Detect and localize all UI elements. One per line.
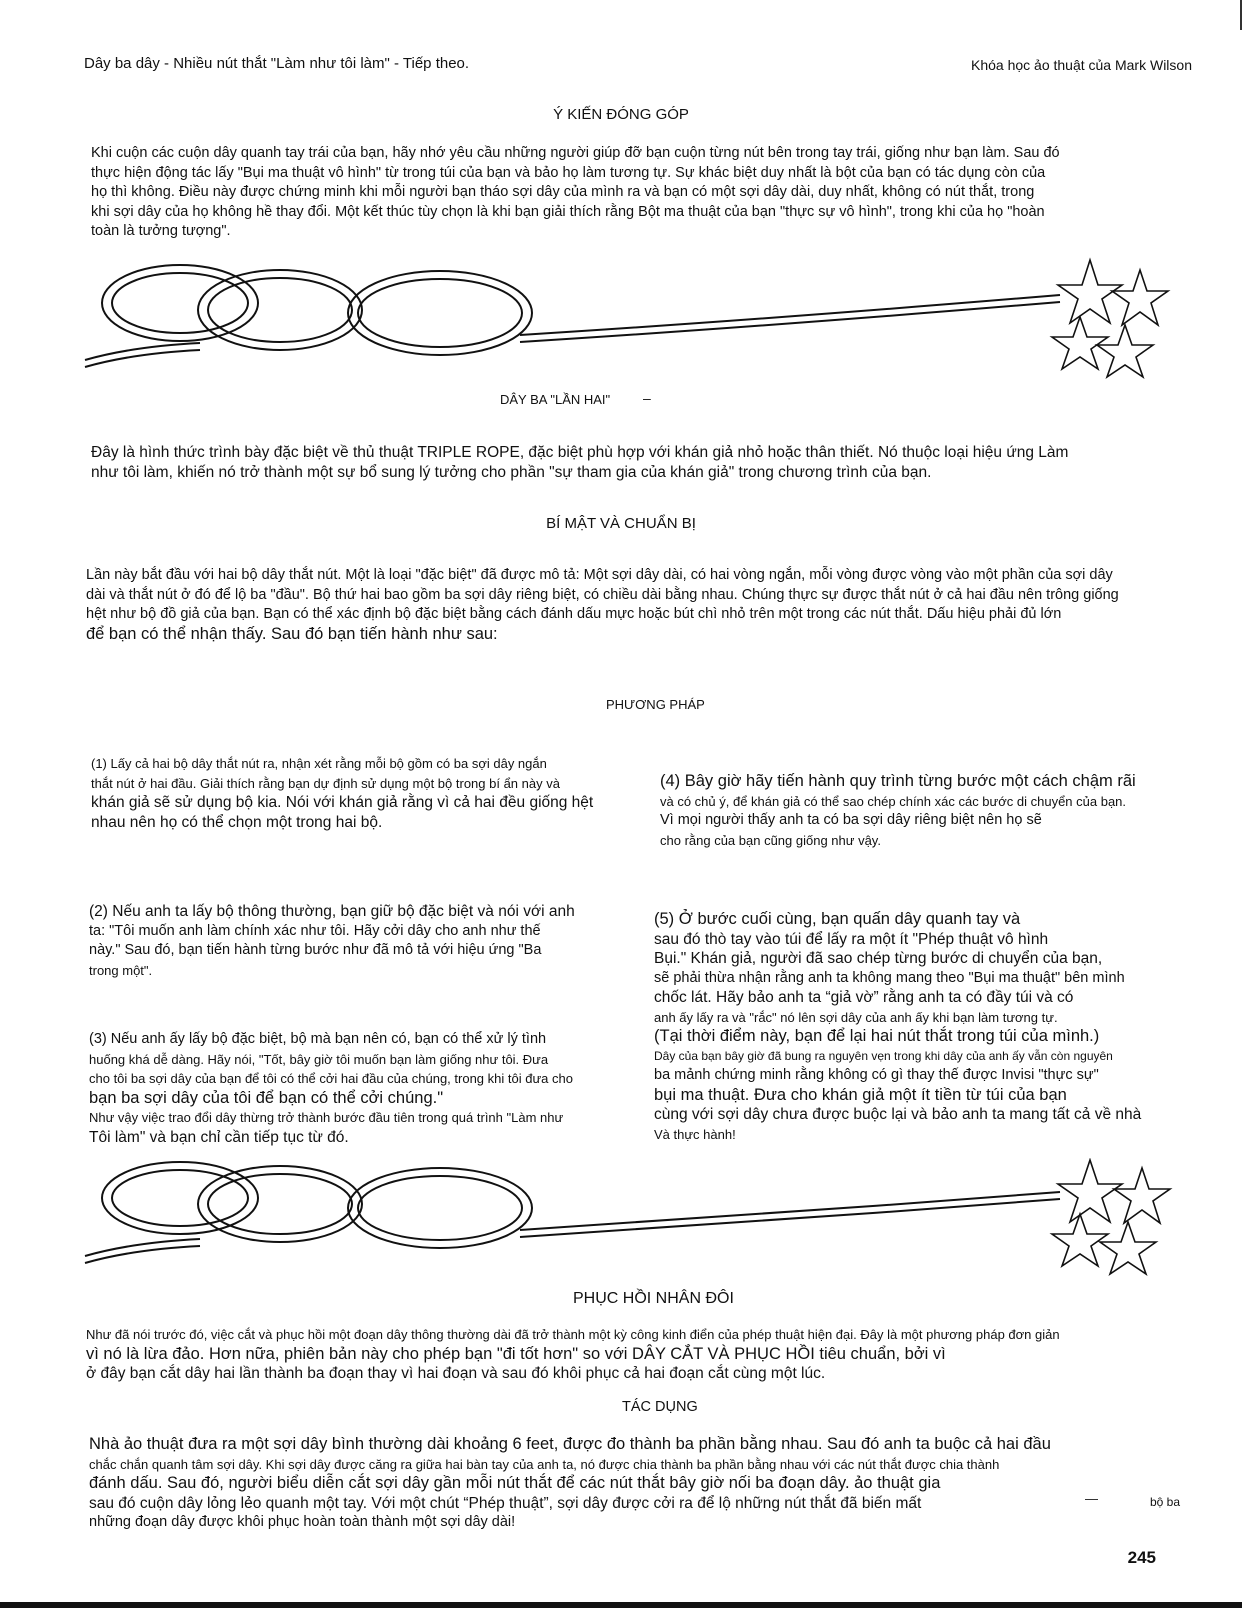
step-4-line: Vì mọi người thấy anh ta có ba sợi dây riêng biệt nên họ sẽ (660, 812, 1042, 828)
effect-line: Nhà ảo thuật đưa ra một sợi dây bình thường dài khoảng 6 feet, được đo thành ba phần bằng nhau. Sau đó anh ta buộc cả hai đầu (89, 1435, 1051, 1453)
step-3-line: (3) Nếu anh ấy lấy bộ đặc biệt, bộ mà bạn nên có, bạn có thể xử lý tình (89, 1031, 547, 1047)
second-line: Đây là hình thức trình bày đặc biệt về thủ thuật TRIPLE ROPE, đặc biệt phù hợp với khán giả nhỏ hoặc thân thiết. Nó thuộc loại hiệu ứng Làm (91, 444, 1069, 461)
step-5-line: (Tại thời điểm này, bạn để lại hai nút thắt trong túi của mình.) (654, 1027, 1100, 1045)
secret-line: để bạn có thể nhận thấy. Sau đó bạn tiến hành như sau: (86, 624, 498, 643)
step-1-line: (1) Lấy cả hai bộ dây thắt nút ra, nhận xét rằng mỗi bộ gồm có ba sợi dây ngắn (91, 756, 547, 771)
second-line: như tôi làm, khiến nó trở thành một sự bổ sung lý tưởng cho phần "sự tham gia của khán giả" trong chương trình của bạn. (91, 463, 932, 481)
comments-line: toàn là tưởng tượng". (91, 223, 231, 239)
secret-line: dài và thắt nút ở đó để lộ ba "đầu". Bộ thứ hai bao gồm ba sợi dây riêng biệt, có chiều dài bằng nhau. Chúng thực sự được thắt nút ở cả hai đầu nên trông giống (86, 586, 1119, 603)
step-1-line: nhau nên họ có thể chọn một trong hai bộ. (91, 813, 383, 831)
rope-illustration-top (80, 255, 1200, 395)
corner-mark (1224, 0, 1242, 30)
comments-line: Khi cuộn các cuộn dây quanh tay trái của bạn, hãy nhớ yêu cầu những người giúp đỡ bạn cuộn từng nút bên trong tay trái, giống như bạn làm. Sau đó (91, 145, 1060, 161)
secret-line: hệt như bộ đồ giả của bạn. Bạn có thể xác định bộ đặc biệt bằng cách đánh dấu mực hoặc bút chì nhỏ trên một trong các nút thắt. Dấu hiệu phải đủ lớn (86, 606, 1062, 622)
rope-illustration-bottom (80, 1158, 1200, 1288)
effect-heading: TÁC DỤNG (622, 1399, 698, 1415)
restore-paragraph (86, 1325, 1060, 1384)
step-5-line: ba mảnh chứng minh rằng không có gì thay thế được Invisi "thực sự" (654, 1067, 1099, 1083)
second-heading: DÂY BA "LẦN HAI" (500, 392, 611, 407)
secret-heading: BÍ MẬT VÀ CHUẨN BỊ (546, 515, 696, 532)
step-2-line: này." Sau đó, bạn tiến hành từng bước như đã mô tả với hiệu ứng "Ba (89, 942, 542, 958)
effect-line: những đoạn dây được khôi phục hoàn toàn thành một sợi dây dài! (89, 1514, 516, 1530)
restore-line: Như đã nói trước đó, việc cắt và phục hồi một đoạn dây thông thường dài đã trở thành một kỳ công kinh điển của phép thuật hiện đại. Đây là một phương pháp đơn giản (86, 1327, 1060, 1342)
secret-line: Lần này bắt đầu với hai bộ dây thắt nút. Một là loại "đặc biệt" đã được mô tả: Một sợi dây dài, có hai vòng ngắn, mỗi vòng được vòng vào một phần của sợi dây (86, 567, 1113, 583)
effect-line: sau đó cuộn dây lỏng lẻo quanh một tay. Với một chút “Phép thuật”, sợi dây được cởi ra để lộ những nút thắt đã biến mất (89, 1494, 922, 1512)
restore-line: ở đây bạn cắt dây hai lần thành ba đoạn thay vì hai đoạn và sau đó khôi phục cả hai đoạn cắt cùng một lúc. (86, 1365, 826, 1382)
step-3-line: cho tôi ba sợi dây của bạn để tôi có thể cởi hai đầu của chúng, trong khi tôi đưa cho (89, 1071, 573, 1086)
comments-heading: Ý KIẾN ĐÓNG GÓP (553, 106, 689, 123)
comments-line: thực hiện động tác lấy "Bụi ma thuật vô hình" từ trong túi của bạn và bảo họ làm tương tự. Sự khác biệt duy nhất là bột của bạn có tác dụng còn của (91, 164, 1046, 181)
step-3-line: bạn ba sợi dây của tôi để bạn có thể cởi chúng." (89, 1088, 444, 1107)
effect-line: đánh dấu. Sau đó, người biểu diễn cắt sợi dây gần mỗi nút thắt để các nút thắt bây giờ nối ba đoạn dây. ảo thuật gia (89, 1474, 941, 1492)
step-2-line: ta: "Tôi muốn anh làm chính xác như tôi. Hãy cởi dây cho anh như thế (89, 922, 541, 939)
comments-line: họ thì không. Điều này được chứng minh khi mỗi người bạn tháo sợi dây của mình ra và bạn có một sợi dây dài, duy nhất, không có nút thắt, trong (91, 184, 1035, 200)
step-1-line: thắt nút ở hai đầu. Giải thích rằng bạn dự định sử dụng một bộ trong bí ẩn này và (91, 775, 560, 791)
second-heading-dash: – (643, 390, 651, 406)
step-5-line: cùng với sợi dây chưa được buộc lại và bảo anh ta mang tất cả về nhà (654, 1106, 1142, 1123)
step-1-line: khán giả sẽ sử dụng bộ kia. Nói với khán giả rằng vì cả hai đều giống hệt (91, 794, 594, 811)
step-5-line: sau đó thò tay vào túi để lấy ra một ít "Phép thuật vô hình (654, 930, 1049, 948)
page-number: 245 (1127, 1548, 1156, 1567)
effect-side-dash: — (1085, 1491, 1098, 1506)
step-2-line: trong một". (89, 962, 153, 978)
step-5-line: anh ấy lấy ra và "rắc" nó lên sợi dây của anh ấy khi bạn làm tương tự. (654, 1009, 1058, 1025)
step-4-line: (4) Bây giờ hãy tiến hành quy trình từng bước một cách chậm rãi (660, 772, 1136, 790)
step-1 (91, 754, 621, 832)
step-5-line: Dây của bạn bây giờ đã bung ra nguyên vẹn trong khi dây của anh ấy vẫn còn nguyên (654, 1048, 1113, 1063)
step-5-line: Bụi." Khán giả, người đã sao chép từng bước di chuyển của bạn, (654, 950, 1103, 967)
step-2 (89, 902, 619, 980)
running-header-left: Dây ba dây - Nhiều nút thắt "Làm như tôi làm" - Tiếp theo. (84, 55, 470, 72)
second-paragraph (91, 443, 1068, 482)
step-4 (660, 772, 1190, 850)
secret-paragraph (86, 566, 1119, 644)
step-3-line: Tôi làm" và bạn chỉ cần tiếp tục từ đó. (89, 1128, 349, 1146)
step-5-line: chốc lát. Hãy bảo anh ta “giả vờ” rằng anh ta có đầy túi và có (654, 989, 1074, 1006)
step-5-line: (5) Ở bước cuối cùng, bạn quấn dây quanh tay và (654, 910, 1021, 928)
effect-side-note: bộ ba (1150, 1495, 1181, 1509)
step-2-line: (2) Nếu anh ta lấy bộ thông thường, bạn giữ bộ đặc biệt và nói với anh (89, 903, 575, 920)
effect-line: chắc chắn quanh tâm sợi dây. Khi sợi dây được căng ra giữa hai bàn tay của anh ta, nó được chia thành ba phần bằng nhau với các nút thắt được chia thành (89, 1456, 1000, 1472)
step-5-line: bụi ma thuật. Đưa cho khán giả một ít tiền từ túi của bạn (654, 1085, 1067, 1104)
step-3-line: Như vậy việc trao đổi dây thừng trở thành bước đầu tiên trong quá trình "Làm như (89, 1110, 564, 1125)
effect-paragraph (89, 1435, 1051, 1533)
method-heading: PHƯƠNG PHÁP (606, 697, 705, 712)
running-header-right: Khóa học ảo thuật của Mark Wilson (970, 57, 1192, 73)
step-5-line: sẽ phải thừa nhận rằng anh ta không mang theo "Bụi ma thuật" bên mình (654, 969, 1125, 986)
step-3 (89, 1030, 619, 1147)
step-5-line: Và thực hành! (654, 1126, 736, 1142)
step-4-line: cho rằng của bạn cũng giống như vậy. (660, 832, 881, 848)
comments-paragraph (91, 144, 1060, 242)
bottom-border (0, 1602, 1242, 1608)
restore-heading: PHỤC HỒI NHÂN ĐÔI (573, 1290, 734, 1307)
step-4-line: và có chủ ý, để khán giả có thể sao chép chính xác các bước di chuyển của bạn. (660, 793, 1127, 809)
restore-line: vì nó là lừa đảo. Hơn nữa, phiên bản này cho phép bạn "đi tốt hơn" so với DÂY CẮT VÀ PHỤC HỒI tiêu chuẩn, bởi vì (86, 1344, 946, 1363)
comments-line: khi sợi dây của họ không hề thay đổi. Một kết thúc tùy chọn là khi bạn giải thích rằng Bột ma thuật của bạn "thực sự vô hình", trong khi của họ "hoàn (91, 203, 1045, 220)
step-5 (654, 910, 1184, 1144)
step-3-line: huống khá dễ dàng. Hãy nói, "Tốt, bây giờ tôi muốn bạn làm giống như tôi. Đưa (89, 1051, 549, 1067)
